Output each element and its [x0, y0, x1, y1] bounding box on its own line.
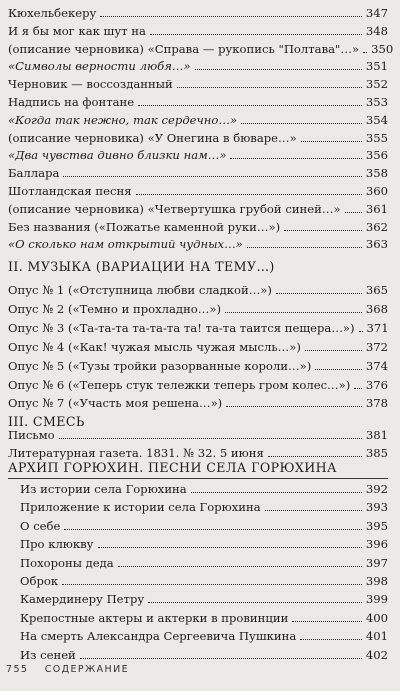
dot-leader	[292, 621, 362, 622]
dot-leader	[225, 312, 362, 313]
dot-leader	[118, 566, 362, 567]
toc-entry-page-number: 401	[365, 629, 388, 644]
toc-entry-title: И я бы мог как шут на	[8, 23, 146, 38]
dot-leader	[98, 547, 362, 548]
toc-entry-title: Надпись на фонтане	[8, 95, 135, 109]
toc-entry	[0, 428, 400, 448]
subsection-rule	[8, 478, 388, 479]
dot-leader	[300, 639, 362, 640]
dot-leader	[315, 369, 362, 370]
toc-entry-page-number: 398	[365, 574, 388, 588]
dot-leader	[247, 247, 362, 248]
dot-leader	[363, 52, 367, 53]
toc-entry-page-number: 376	[365, 377, 388, 392]
toc-entry-line	[8, 302, 388, 316]
toc-entry	[0, 592, 400, 612]
toc-entry-line	[8, 202, 388, 216]
toc-entry-page-number: 350	[371, 41, 394, 56]
dot-leader	[241, 123, 362, 124]
toc-entry	[0, 574, 400, 594]
toc-entry-page-number: 351	[365, 59, 388, 74]
dot-leader	[177, 87, 362, 88]
toc-entry-page-number: 395	[365, 518, 388, 533]
toc-entry	[0, 340, 400, 360]
dot-leader	[59, 438, 362, 439]
toc-entry-title: Кюхельбекеру	[8, 6, 97, 20]
toc-entry-title: (описание черновика) «У Онегина в бюваре…»	[8, 130, 297, 145]
toc-entry-page-number: 400	[365, 610, 388, 625]
section-2-heading: II. МУЗЫКА (ВАРИАЦИИ НА ТЕМУ…)	[8, 259, 275, 274]
toc-entry-line	[20, 629, 388, 643]
dot-leader	[226, 406, 362, 407]
toc-entry-title: Оброк	[20, 574, 59, 588]
toc-entry-title: Черновик — воссозданный	[8, 77, 173, 92]
toc-entry-line	[8, 59, 388, 73]
dot-leader	[191, 492, 362, 493]
toc-entry	[0, 537, 400, 557]
dot-leader	[150, 34, 362, 35]
toc-entry-title: Опус № 4 («Как! чужая мысль чужая мысль…»)	[8, 339, 301, 354]
toc-entry-line	[20, 519, 388, 533]
dot-leader	[265, 510, 362, 511]
toc-entry-title: «Два чувства дивно близки нам…»	[8, 148, 227, 163]
footer-label: СОДЕРЖАНИЕ	[44, 664, 130, 675]
toc-entry-line	[8, 41, 394, 56]
toc-entry-page-number: 363	[365, 237, 388, 252]
dot-leader	[345, 212, 362, 213]
toc-entry-title: Из истории села Горюхина	[20, 482, 187, 496]
toc-entry-page-number: 399	[365, 592, 388, 607]
toc-entry	[0, 482, 400, 502]
dot-leader	[195, 69, 362, 70]
toc-entry-line	[20, 537, 388, 551]
toc-entry-line	[8, 131, 388, 145]
dot-leader	[80, 658, 362, 659]
toc-entry-page-number: 371	[366, 320, 389, 335]
toc-entry-line	[8, 95, 388, 109]
toc-entry-line	[8, 237, 388, 251]
dot-leader	[359, 331, 363, 332]
toc-entry-line	[8, 113, 388, 127]
toc-entry-page-number: 392	[365, 482, 388, 496]
subsection-heading: АРХИП ГОРЮХИН. ПЕСНИ СЕЛА ГОРЮХИНА	[8, 460, 337, 475]
toc-entry-title: Без названия («Пожатье каменной руки…»)	[8, 219, 281, 234]
toc-entry-page-number: 353	[365, 95, 388, 109]
dot-leader	[64, 529, 361, 530]
toc-entry-line	[8, 220, 388, 234]
toc-entry-line	[20, 592, 388, 606]
toc-entry-page-number: 360	[365, 184, 388, 198]
toc-entry-line	[8, 283, 388, 297]
toc-entry-page-number: 347	[365, 6, 388, 20]
toc-entry-title: Литературная газета. 1831. № 32. 5 июня	[8, 446, 264, 460]
toc-entry-title: «Символы верности любя…»	[8, 59, 191, 74]
toc-entry-title: Шотландская песня	[8, 184, 132, 198]
toc-entry	[0, 611, 400, 631]
toc-entry-title: Опус № 6 («Теперь стук тележки теперь гром колес…»)	[8, 377, 351, 392]
dot-leader	[63, 176, 361, 177]
toc-entry-page-number: 397	[365, 555, 388, 570]
toc-entry-title: «О сколько нам открытий чудных…»	[8, 237, 243, 252]
dot-leader	[284, 230, 362, 231]
toc-entry-title: Опус № 5 («Тузы тройки разорванные короли…»)	[8, 358, 312, 373]
toc-entry-line	[8, 148, 388, 162]
toc-entry	[0, 629, 400, 649]
toc-entry-page-number: 374	[365, 358, 388, 373]
toc-entry-title: На смерть Александра Сергеевича Пушкина	[20, 629, 297, 644]
toc-entry-line	[8, 321, 388, 335]
toc-entry-page-number: 352	[365, 77, 388, 92]
toc-entry-title: Про клюкву	[20, 537, 94, 552]
section-3-heading: III. СМЕСЬ	[8, 414, 85, 429]
toc-entry-page-number: 361	[365, 201, 388, 216]
toc-entry-line	[8, 184, 388, 198]
toc-entry-title: О себе	[20, 518, 61, 533]
toc-entry-line	[8, 359, 388, 373]
toc-entry-title: Опус № 1 («Отступница любви сладкой…»)	[8, 283, 272, 297]
footer-page-number: 755	[6, 664, 29, 675]
toc-entry-title: Крепостные актеры и актерки в провинции	[20, 610, 289, 625]
toc-entry-line	[8, 378, 388, 392]
toc-entry	[0, 519, 400, 539]
dot-leader	[62, 584, 362, 585]
toc-entry	[0, 556, 400, 576]
toc-entry-line	[20, 648, 388, 662]
toc-entry	[0, 302, 400, 322]
toc-entry-line	[8, 340, 388, 354]
toc-entry-title: Письмо	[8, 428, 55, 442]
toc-entry-title: Баллара	[8, 166, 60, 181]
toc-entry-title: Из сеней	[20, 647, 76, 662]
toc-entry-title: Похороны деда	[20, 555, 114, 570]
toc-entry	[0, 321, 400, 341]
toc-entry	[0, 283, 400, 303]
toc-entry-line	[8, 446, 388, 460]
toc-entry-page-number: 372	[365, 339, 388, 354]
page-footer	[6, 664, 141, 675]
toc-entry-line	[20, 482, 388, 496]
toc-entry-line	[8, 24, 388, 38]
toc-entry-line	[8, 166, 388, 180]
toc-entry	[0, 359, 400, 379]
toc-entry-page-number: 365	[365, 283, 388, 297]
toc-entry-line	[20, 556, 388, 570]
toc-entry	[0, 237, 400, 257]
toc-entry-line	[8, 396, 388, 410]
toc-entry	[0, 378, 400, 398]
toc-entry-title: «Когда так нежно, так сердечно…»	[8, 112, 238, 127]
dot-leader	[138, 105, 362, 106]
toc-entry-page-number: 393	[365, 500, 388, 515]
toc-entry-line	[20, 500, 388, 514]
dot-leader	[301, 141, 362, 142]
toc-entry-page-number: 358	[365, 166, 388, 181]
toc-entry-page-number: 355	[365, 130, 388, 145]
toc-entry-page-number: 368	[365, 301, 388, 316]
dot-leader	[276, 293, 362, 294]
dot-leader	[148, 602, 362, 603]
toc-entry-page-number: 378	[365, 396, 388, 411]
toc-entry-line	[8, 77, 388, 91]
toc-entry-title: (описание черновика) «Четвертушка грубой синей…»	[8, 201, 341, 216]
toc-entry-page-number: 381	[365, 428, 388, 442]
toc-entry-title: (описание черновика) «Справа — рукопись "Полтава"…»	[8, 41, 360, 56]
toc-entry-title: Опус № 3 («Та-та-та та-та-та та! та-та таится пещера…»)	[8, 320, 355, 335]
dot-leader	[354, 388, 362, 389]
toc-entry-page-number: 402	[365, 647, 388, 662]
toc-entry-line	[20, 611, 388, 625]
toc-entry-page-number: 396	[365, 537, 388, 552]
dot-leader	[305, 350, 362, 351]
dot-leader	[230, 158, 361, 159]
dot-leader	[136, 194, 362, 195]
toc-entry-title: Камердинеру Петру	[20, 592, 145, 607]
toc-entry-line	[8, 428, 388, 442]
toc-entry-page-number: 362	[365, 219, 388, 234]
toc-entry-page-number: 385	[365, 446, 388, 460]
toc-entry-page-number: 354	[365, 112, 388, 127]
toc-entry-line	[20, 574, 388, 588]
toc-entry-line	[8, 6, 388, 20]
toc-entry-title: Приложение к истории села Горюхина	[20, 500, 261, 515]
toc-entry	[0, 500, 400, 520]
toc-entry-page-number: 356	[365, 148, 388, 163]
toc-entry-title: Опус № 7 («Участь моя решена…»)	[8, 396, 223, 411]
dot-leader	[100, 16, 362, 17]
dot-leader	[268, 456, 362, 457]
toc-entry-title: Опус № 2 («Темно и прохладно…»)	[8, 301, 221, 316]
toc-entry-page-number: 348	[365, 23, 388, 38]
